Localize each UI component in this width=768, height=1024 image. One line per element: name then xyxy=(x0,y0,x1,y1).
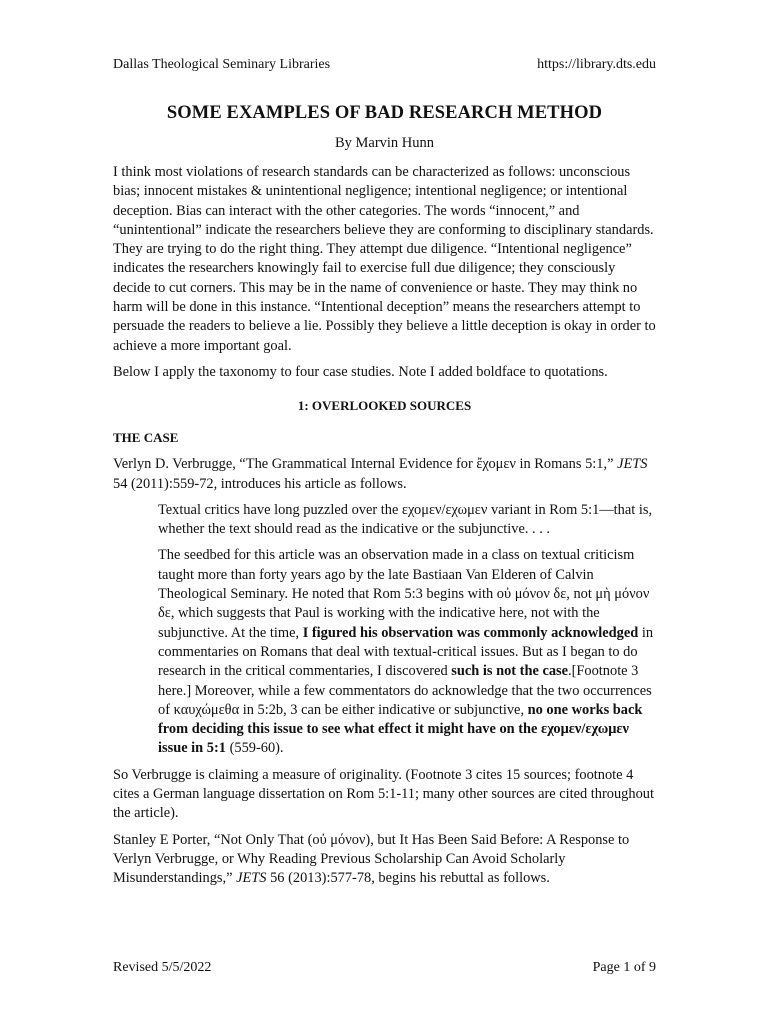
page-header xyxy=(113,55,656,75)
section-heading: 1: OVERLOOKED SOURCES xyxy=(297,398,472,414)
document-byline: By Marvin Hunn xyxy=(334,135,435,151)
taxonomy-paragraph: Below I apply the taxonomy to four case studies. Note I added boldface to quotations. xyxy=(113,363,608,380)
intro-paragraph: I think most violations of research standards can be characterized as follows: unconscious bias; innocent mistakes & unintentional negligence; intentional negligence; or intentional deception. Bias can interact with the other categories. The words “innocent,” and “unintentional” indicate the researchers believe they are conforming to disciplinary standards. They are trying to do the right thing. They attempt due diligence. “Intentional negligence” indicates the researchers knowingly fail to exercise full due diligence; they consciously decide to cut corners. This may be in the name of convenience or haste. They may think no harm will be done in this instance. “Intentional deception” means the researchers attempt to persuade the readers to believe a lie. Possibly they believe a little deception is okay in order to achieve a more important goal. xyxy=(113,164,656,354)
quote-text: The seedbed for this article was an observation made in a class on textual criticism taught more than forty years ago by the late Bastiaan Van Elderen of Calvin Theological Seminary. He noted that Rom 5:3 begins with οὐ μόνον δε, not μὴ μόνον δε, which suggests that Paul is working with the indicative here, not with the subjunctive. At the time, xyxy=(158,547,650,641)
header-url: https://library.dts.edu xyxy=(537,57,656,72)
citation-text: Verlyn D. Verbrugge, “The Grammatical Internal Evidence for ἔχομεν in Romans 5:1,” xyxy=(113,456,618,473)
quote-text: in commentaries on Romans that deal with textual-critical issues. But as I began to do research in the critical commentaries, I discovered xyxy=(158,624,654,680)
page-number: Page 1 of 9 xyxy=(592,960,656,975)
journal-name: JETS xyxy=(236,870,267,887)
originality-paragraph: So Verbrugge is claiming a measure of originality. (Footnote 3 cites 15 sources; footnote 4 cites a German language dissertation on Rom 5:1-11; many other sources are cited throughout the article). xyxy=(113,766,654,822)
document-body xyxy=(113,101,656,896)
porter-citation xyxy=(113,831,656,889)
quote-emphasis: such is not the case xyxy=(451,663,569,680)
document-title: SOME EXAMPLES OF BAD RESEARCH METHOD xyxy=(166,103,603,123)
case-heading: THE CASE xyxy=(113,430,179,446)
block-quote-1: Textual critics have long puzzled over the εχομεν/εχωμεν variant in Rom 5:1—that is, whether the text should read as the indicative or the subjunctive. . . . xyxy=(158,501,653,538)
quote-text: (559-60). xyxy=(225,740,284,757)
page-footer xyxy=(113,958,656,978)
block-quote-2 xyxy=(158,546,656,758)
quote-text: .[Footnote 3 here.] Moreover, while a few commentators do acknowledge that the two occurrences of καυχώμεθα in 5:2b, 3 can be either indicative or subjunctive, xyxy=(158,663,652,718)
header-library-name: Dallas Theological Seminary Libraries xyxy=(113,57,331,72)
citation-text: 56 (2013):577-78, begins his rebuttal as follows. xyxy=(266,870,550,887)
verbrugge-citation xyxy=(113,455,656,494)
document-page xyxy=(113,0,656,1024)
quote-emphasis: no one works back from deciding this issue to see what effect it might have on the εχομεν/εχωμεν issue in 5:1 xyxy=(158,701,643,757)
quote-emphasis: I figured his observation was commonly acknowledged xyxy=(302,624,639,641)
journal-name: JETS xyxy=(617,456,648,473)
revision-date: Revised 5/5/2022 xyxy=(113,960,212,975)
citation-text: 54 (2011):559-72, introduces his article as follows. xyxy=(113,475,407,492)
citation-text: Stanley E Porter, “Not Only That (οὐ μόνον), but It Has Been Said Before: A Response to Verlyn Verbrugge, or Why Reading Previous Scholarship Can Avoid Scholarly Misunderstandings,” xyxy=(113,831,630,887)
